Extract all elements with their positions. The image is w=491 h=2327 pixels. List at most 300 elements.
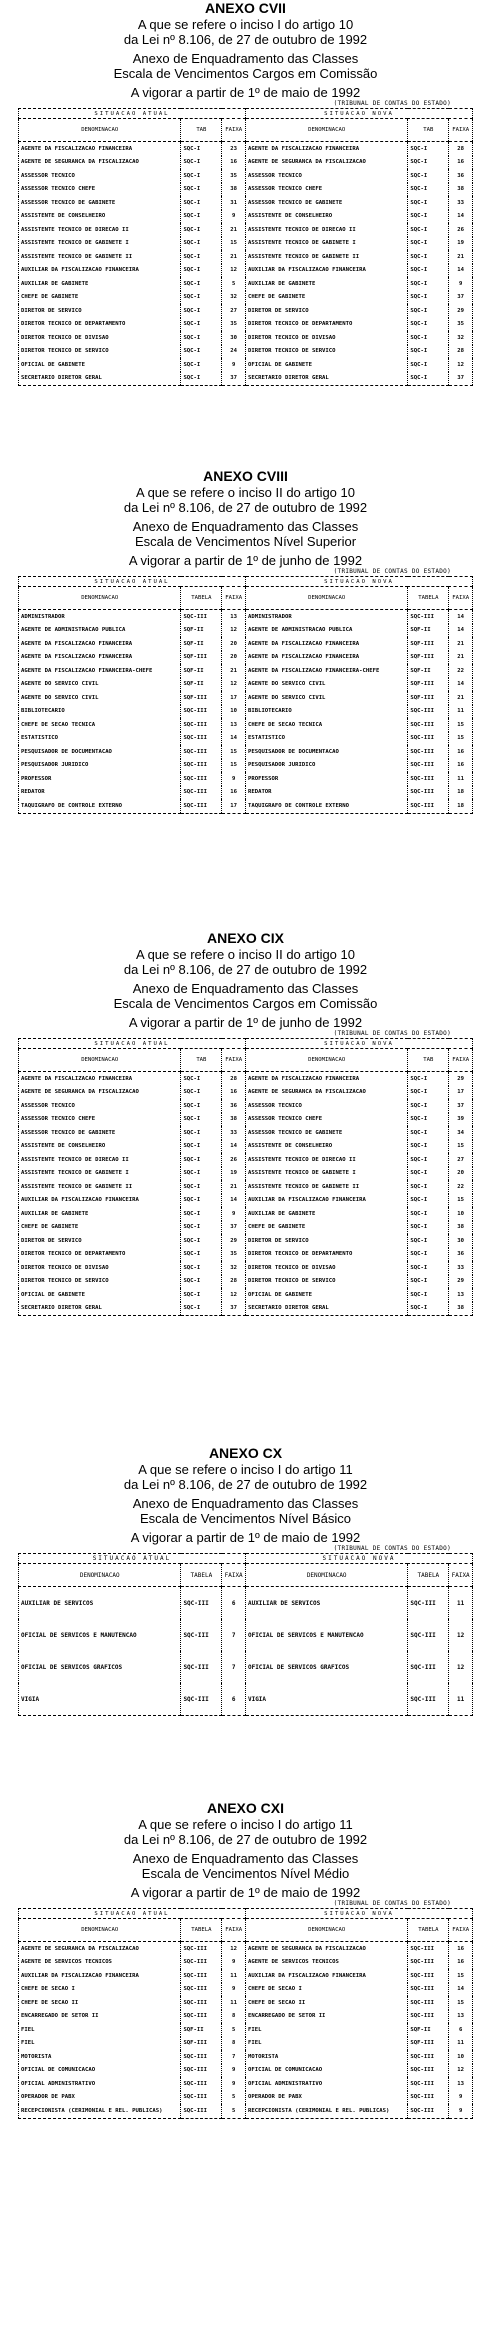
current-faixa-cell: 12 (222, 1942, 246, 1956)
table-row (19, 2023, 473, 2037)
new-faixa-cell: 12 (449, 1651, 473, 1683)
current-tabela-cell: SQC-I (181, 1275, 222, 1289)
table-row (19, 183, 473, 197)
new-situation-header: SITUACAO NOVA (245, 109, 472, 119)
current-faixa-cell: 23 (222, 142, 246, 156)
current-denominacao-cell: SECRETARIO DIRETOR GERAL (19, 372, 181, 386)
table-row (19, 1956, 473, 1970)
current-faixa-cell: 20 (222, 637, 246, 651)
new-faixa-cell: 34 (449, 1126, 473, 1140)
new-faixa-cell: 29 (449, 1072, 473, 1086)
new-tabela-cell: SQC-III (408, 772, 449, 786)
table-row (19, 2037, 473, 2051)
table-row (19, 345, 473, 359)
table-row (19, 786, 473, 800)
col-tabela: TABELA (181, 1919, 222, 1942)
new-denominacao-cell: DIRETOR TECNICO DE SERVICO (245, 345, 407, 359)
new-tabela-cell: SQC-I (408, 156, 449, 170)
current-tabela-cell: SQF-II (181, 678, 222, 692)
new-denominacao-cell: AUXILIAR DA FISCALIZACAO FINANCEIRA (245, 1969, 407, 1983)
new-faixa-cell: 12 (449, 2064, 473, 2078)
new-denominacao-cell: ASSESSOR TECNICO (245, 1099, 407, 1113)
new-faixa-cell: 13 (449, 2077, 473, 2091)
new-tabela-cell: SQC-III (408, 1619, 449, 1651)
current-faixa-cell: 17 (222, 691, 246, 705)
current-tabela-cell: SQC-I (181, 250, 222, 264)
new-tabela-cell: SQC-III (408, 1587, 449, 1620)
new-faixa-cell: 21 (449, 250, 473, 264)
new-faixa-cell: 22 (449, 664, 473, 678)
new-faixa-cell: 27 (449, 1153, 473, 1167)
current-tabela-cell: SQC-I (181, 1126, 222, 1140)
new-tabela-cell: SQC-III (408, 2064, 449, 2078)
new-tabela-cell: SQC-I (408, 210, 449, 224)
new-denominacao-cell: DIRETOR DE SERVICO (245, 1234, 407, 1248)
current-tabela-cell: SQC-III (181, 1996, 222, 2010)
table-row (19, 705, 473, 719)
current-denominacao-cell: OFICIAL DE COMUNICACAO (19, 2064, 181, 2078)
current-tabela-cell: SQC-I (181, 169, 222, 183)
current-tabela-cell: SQC-III (181, 610, 222, 624)
new-denominacao-cell: AGENTE DA FISCALIZACAO FINANCEIRA (245, 1072, 407, 1086)
current-denominacao-cell: AGENTE DA FISCALIZACAO FINANCEIRA (19, 651, 181, 665)
current-denominacao-cell: VIGIA (19, 1683, 181, 1716)
current-tabela-cell: SQC-I (181, 331, 222, 345)
annex-section (0, 1445, 491, 1716)
current-denominacao-cell: OFICIAL DE GABINETE (19, 358, 181, 372)
new-tabela-cell: SQF-II (408, 624, 449, 638)
new-faixa-cell: 18 (449, 799, 473, 813)
new-denominacao-cell: AGENTE DO SERVICO CIVIL (245, 678, 407, 692)
current-faixa-cell: 10 (222, 705, 246, 719)
new-denominacao-cell: ENCARREGADO DE SETOR II (245, 2010, 407, 2024)
current-denominacao-cell: AGENTE DO SERVICO CIVIL (19, 678, 181, 692)
new-faixa-cell: 11 (449, 1587, 473, 1620)
annex-header (0, 930, 491, 1030)
new-denominacao-cell: AGENTE DE ADMINISTRACAO PUBLICA (245, 624, 407, 638)
new-denominacao-cell: PROFESSOR (245, 772, 407, 786)
new-denominacao-cell: SECRETARIO DIRETOR GERAL (245, 1302, 407, 1316)
new-tabela-cell: SQC-I (408, 345, 449, 359)
col-denominacao: DENOMINACAO (245, 1049, 407, 1072)
col-tabela: TABELA (408, 1564, 449, 1587)
new-denominacao-cell: ASSISTENTE TECNICO DE DIRECAO II (245, 1153, 407, 1167)
table-row (19, 1207, 473, 1221)
current-faixa-cell: 7 (222, 1651, 246, 1683)
new-denominacao-cell: AGENTE DO SERVICO CIVIL (245, 691, 407, 705)
current-denominacao-cell: ASSISTENTE TECNICO DE GABINETE I (19, 1167, 181, 1181)
current-tabela-cell: SQC-I (181, 1099, 222, 1113)
current-tabela-cell: SQC-I (181, 1167, 222, 1181)
current-faixa-cell: 5 (222, 2091, 246, 2105)
enquadramento-table (18, 108, 473, 386)
new-denominacao-cell: ASSISTENTE TECNICO DE GABINETE I (245, 237, 407, 251)
table-row (19, 1942, 473, 1956)
court-label: (TRIBUNAL DE CONTAS DO ESTADO) (333, 100, 451, 107)
table-row (19, 1651, 473, 1683)
new-tabela-cell: SQC-III (408, 1651, 449, 1683)
current-faixa-cell: 5 (222, 277, 246, 291)
current-faixa-cell: 21 (222, 1180, 246, 1194)
new-denominacao-cell: DIRETOR TECNICO DE DEPARTAMENTO (245, 1248, 407, 1262)
table-row (19, 1099, 473, 1113)
current-faixa-cell: 29 (222, 1234, 246, 1248)
current-denominacao-cell: DIRETOR TECNICO DE SERVICO (19, 345, 181, 359)
current-denominacao-cell: DIRETOR DE SERVICO (19, 304, 181, 318)
new-tabela-cell: SQC-I (408, 372, 449, 386)
current-tabela-cell: SQC-III (181, 2064, 222, 2078)
new-denominacao-cell: ASSISTENTE DE CONSELHEIRO (245, 1140, 407, 1154)
court-label: (TRIBUNAL DE CONTAS DO ESTADO) (333, 1030, 451, 1037)
new-faixa-cell: 15 (449, 1194, 473, 1208)
table-row (19, 223, 473, 237)
new-tabela-cell: SQC-III (408, 732, 449, 746)
new-faixa-cell: 26 (449, 223, 473, 237)
annex-section (0, 468, 491, 814)
current-tabela-cell: SQF-III (181, 2037, 222, 2051)
table-row (19, 651, 473, 665)
new-faixa-cell: 19 (449, 237, 473, 251)
current-denominacao-cell: AUXILIAR DA FISCALIZACAO FINANCEIRA (19, 1969, 181, 1983)
new-denominacao-cell: CHEFE DE SECAO I (245, 1983, 407, 1997)
new-tabela-cell: SQC-I (408, 291, 449, 305)
current-faixa-cell: 9 (222, 772, 246, 786)
table-row (19, 277, 473, 291)
annex-reference-line: A que se refere o inciso I do artigo 11 (138, 1462, 353, 1477)
new-faixa-cell: 10 (449, 2050, 473, 2064)
table-row (19, 142, 473, 156)
new-faixa-cell: 33 (449, 196, 473, 210)
current-tabela-cell: SQC-I (181, 183, 222, 197)
new-faixa-cell: 21 (449, 637, 473, 651)
current-faixa-cell: 35 (222, 318, 246, 332)
new-faixa-cell: 16 (449, 759, 473, 773)
annex-title: ANEXO CVII (205, 0, 286, 16)
current-denominacao-cell: AGENTE DA FISCALIZACAO FINANCEIRA (19, 1072, 181, 1086)
new-denominacao-cell: AUXILIAR DA FISCALIZACAO FINANCEIRA (245, 264, 407, 278)
table-row (19, 2104, 473, 2118)
col-denominacao: DENOMINACAO (245, 1919, 407, 1942)
enquadramento-table (18, 1553, 473, 1716)
current-faixa-cell: 9 (222, 358, 246, 372)
new-tabela-cell: SQC-I (408, 1180, 449, 1194)
table-row (19, 304, 473, 318)
current-tabela-cell: SQC-I (181, 264, 222, 278)
table-row (19, 1275, 473, 1289)
current-tabela-cell: SQC-III (181, 786, 222, 800)
table-row (19, 2010, 473, 2024)
current-denominacao-cell: ASSISTENTE DE CONSELHEIRO (19, 210, 181, 224)
col-denominacao: DENOMINACAO (19, 1049, 181, 1072)
new-faixa-cell: 15 (449, 718, 473, 732)
current-denominacao-cell: AGENTE DE SEGURANCA DA FISCALIZACAO (19, 156, 181, 170)
current-tabela-cell: SQC-III (181, 2091, 222, 2105)
current-denominacao-cell: CHEFE DE SECAO TECNICA (19, 718, 181, 732)
current-faixa-cell: 6 (222, 1683, 246, 1716)
table-row (19, 1288, 473, 1302)
current-faixa-cell: 15 (222, 745, 246, 759)
new-denominacao-cell: OPERADOR DE PABX (245, 2091, 407, 2105)
col-faixa: FAIXA (449, 587, 473, 610)
current-faixa-cell: 13 (222, 610, 246, 624)
new-situation-header: SITUACAO NOVA (245, 1554, 472, 1564)
annex-scale-line: Escala de Vencimentos Cargos em Comissão (113, 66, 378, 81)
annex-scale-line: Escala de Vencimentos Nível Superior (134, 534, 357, 549)
new-situation-header: SITUACAO NOVA (245, 1039, 472, 1049)
new-tabela-cell: SQC-III (408, 2091, 449, 2105)
current-denominacao-cell: AGENTE DA FISCALIZACAO FINANCEIRA (19, 142, 181, 156)
new-denominacao-cell: ESTATISTICO (245, 732, 407, 746)
current-denominacao-cell: PESQUISADOR DE DOCUMENTACAO (19, 745, 181, 759)
current-faixa-cell: 15 (222, 759, 246, 773)
new-denominacao-cell: ASSISTENTE TECNICO DE GABINETE II (245, 1180, 407, 1194)
col-faixa: FAIXA (449, 1049, 473, 1072)
annex-section (0, 930, 491, 1316)
current-tabela-cell: SQC-I (181, 291, 222, 305)
new-faixa-cell: 17 (449, 1086, 473, 1100)
current-denominacao-cell: DIRETOR TECNICO DE DIVISAO (19, 331, 181, 345)
current-denominacao-cell: DIRETOR TECNICO DE DEPARTAMENTO (19, 1248, 181, 1262)
current-situation-header: SITUACAO ATUAL (19, 1039, 246, 1049)
current-tabela-cell: SQC-III (181, 759, 222, 773)
new-denominacao-cell: ASSESSOR TECNICO CHEFE (245, 183, 407, 197)
current-faixa-cell: 36 (222, 1099, 246, 1113)
annex-validity: A vigorar a partir de 1º de maio de 1992 (130, 1530, 361, 1545)
new-tabela-cell: SQC-I (408, 183, 449, 197)
annex-header (0, 0, 491, 100)
annex-law-line: da Lei nº 8.106, de 27 de outubro de 1992 (123, 500, 368, 515)
current-denominacao-cell: AUXILIAR DA FISCALIZACAO FINANCEIRA (19, 264, 181, 278)
table-row (19, 772, 473, 786)
table-row (19, 1248, 473, 1262)
current-faixa-cell: 9 (222, 2077, 246, 2091)
current-situation-header: SITUACAO ATUAL (19, 1909, 246, 1919)
current-denominacao-cell: DIRETOR TECNICO DE DIVISAO (19, 1261, 181, 1275)
current-tabela-cell: SQF-III (181, 651, 222, 665)
new-denominacao-cell: AUXILIAR DE GABINETE (245, 277, 407, 291)
new-faixa-cell: 14 (449, 610, 473, 624)
current-denominacao-cell: ASSESSOR TECNICO DE GABINETE (19, 196, 181, 210)
new-tabela-cell: SQF-III (408, 2037, 449, 2051)
new-faixa-cell: 9 (449, 277, 473, 291)
table-row (19, 291, 473, 305)
current-denominacao-cell: ASSISTENTE DE CONSELHEIRO (19, 1140, 181, 1154)
new-faixa-cell: 14 (449, 264, 473, 278)
new-faixa-cell: 15 (449, 1996, 473, 2010)
current-denominacao-cell: AUXILIAR DE GABINETE (19, 1207, 181, 1221)
enquadramento-table (18, 1908, 473, 2119)
col-tabela: TAB (408, 119, 449, 142)
new-denominacao-cell: ASSESSOR TECNICO DE GABINETE (245, 196, 407, 210)
current-denominacao-cell: OFICIAL ADMINISTRATIVO (19, 2077, 181, 2091)
court-label: (TRIBUNAL DE CONTAS DO ESTADO) (333, 568, 451, 575)
table-row (19, 1153, 473, 1167)
table-row (19, 718, 473, 732)
current-tabela-cell: SQC-III (181, 1942, 222, 1956)
new-denominacao-cell: AGENTE DE SEGURANCA DA FISCALIZACAO (245, 1942, 407, 1956)
new-faixa-cell: 16 (449, 745, 473, 759)
current-faixa-cell: 37 (222, 1221, 246, 1235)
current-tabela-cell: SQC-I (181, 1288, 222, 1302)
new-faixa-cell: 15 (449, 1140, 473, 1154)
table-row (19, 691, 473, 705)
new-denominacao-cell: ASSISTENTE TECNICO DE GABINETE I (245, 1167, 407, 1181)
current-tabela-cell: SQC-III (181, 1956, 222, 1970)
current-denominacao-cell: AGENTE DE ADMINISTRACAO PUBLICA (19, 624, 181, 638)
current-tabela-cell: SQC-I (181, 1261, 222, 1275)
current-tabela-cell: SQC-III (181, 2050, 222, 2064)
current-faixa-cell: 24 (222, 345, 246, 359)
table-row (19, 1619, 473, 1651)
new-denominacao-cell: PESQUISADOR JURIDICO (245, 759, 407, 773)
col-faixa: FAIXA (222, 119, 246, 142)
annex-validity: A vigorar a partir de 1º de maio de 1992 (130, 85, 361, 100)
new-denominacao-cell: AGENTE DE SERVICOS TECNICOS (245, 1956, 407, 1970)
new-faixa-cell: 18 (449, 786, 473, 800)
current-faixa-cell: 32 (222, 1261, 246, 1275)
current-faixa-cell: 21 (222, 250, 246, 264)
current-denominacao-cell: PROFESSOR (19, 772, 181, 786)
col-denominacao: DENOMINACAO (19, 119, 181, 142)
new-tabela-cell: SQC-III (408, 1942, 449, 1956)
table-row (19, 1969, 473, 1983)
current-situation-header: SITUACAO ATUAL (19, 577, 246, 587)
current-tabela-cell: SQF-II (181, 2023, 222, 2037)
current-faixa-cell: 9 (222, 2064, 246, 2078)
table-row (19, 610, 473, 624)
annex-scale-line: Escala de Vencimentos Cargos em Comissão (113, 996, 378, 1011)
current-faixa-cell: 12 (222, 264, 246, 278)
table-row (19, 745, 473, 759)
col-faixa: FAIXA (449, 1564, 473, 1587)
new-faixa-cell: 13 (449, 1288, 473, 1302)
current-denominacao-cell: ESTATISTICO (19, 732, 181, 746)
new-denominacao-cell: REDATOR (245, 786, 407, 800)
new-faixa-cell: 38 (449, 183, 473, 197)
new-denominacao-cell: SECRETARIO DIRETOR GERAL (245, 372, 407, 386)
current-faixa-cell: 14 (222, 732, 246, 746)
annex-subject-line: Anexo de Enquadramento das Classes (132, 519, 359, 534)
annex-validity: A vigorar a partir de 1º de junho de 1992 (128, 553, 363, 568)
current-faixa-cell: 28 (222, 1072, 246, 1086)
current-denominacao-cell: ASSISTENTE TECNICO DE GABINETE II (19, 250, 181, 264)
new-faixa-cell: 12 (449, 358, 473, 372)
new-tabela-cell: SQC-I (408, 196, 449, 210)
table-row (19, 1167, 473, 1181)
col-denominacao: DENOMINACAO (19, 1919, 181, 1942)
new-faixa-cell: 13 (449, 2010, 473, 2024)
new-denominacao-cell: FIEL (245, 2023, 407, 2037)
current-denominacao-cell: ASSESSOR TECNICO CHEFE (19, 1113, 181, 1127)
annex-subject-line: Anexo de Enquadramento das Classes (132, 51, 359, 66)
current-tabela-cell: SQC-I (181, 358, 222, 372)
court-label: (TRIBUNAL DE CONTAS DO ESTADO) (333, 1900, 451, 1907)
current-faixa-cell: 35 (222, 1248, 246, 1262)
new-faixa-cell: 39 (449, 1113, 473, 1127)
table-row (19, 2064, 473, 2078)
col-tabela: TABELA (408, 1919, 449, 1942)
new-denominacao-cell: ASSISTENTE DE CONSELHEIRO (245, 210, 407, 224)
new-tabela-cell: SQC-III (408, 2050, 449, 2064)
new-denominacao-cell: ADMINISTRADOR (245, 610, 407, 624)
current-denominacao-cell: OFICIAL DE GABINETE (19, 1288, 181, 1302)
new-denominacao-cell: AGENTE DA FISCALIZACAO FINANCEIRA (245, 142, 407, 156)
new-faixa-cell: 21 (449, 651, 473, 665)
current-denominacao-cell: ASSISTENTE TECNICO DE DIRECAO II (19, 1153, 181, 1167)
current-tabela-cell: SQC-I (181, 237, 222, 251)
current-tabela-cell: SQC-III (181, 1969, 222, 1983)
current-denominacao-cell: SECRETARIO DIRETOR GERAL (19, 1302, 181, 1316)
new-faixa-cell: 36 (449, 169, 473, 183)
new-tabela-cell: SQC-III (408, 2104, 449, 2118)
new-tabela-cell: SQC-I (408, 1207, 449, 1221)
current-tabela-cell: SQC-III (181, 772, 222, 786)
new-faixa-cell: 11 (449, 2037, 473, 2051)
current-faixa-cell: 35 (222, 169, 246, 183)
new-faixa-cell: 14 (449, 678, 473, 692)
current-denominacao-cell: AGENTE DE SEGURANCA DA FISCALIZACAO (19, 1942, 181, 1956)
current-denominacao-cell: AGENTE DE SEGURANCA DA FISCALIZACAO (19, 1086, 181, 1100)
table-row (19, 799, 473, 813)
current-faixa-cell: 38 (222, 1113, 246, 1127)
new-tabela-cell: SQC-I (408, 142, 449, 156)
new-tabela-cell: SQF-II (408, 664, 449, 678)
annex-law-line: da Lei nº 8.106, de 27 de outubro de 1992 (123, 32, 368, 47)
annex-section (0, 1800, 491, 2119)
new-denominacao-cell: PESQUISADOR DE DOCUMENTACAO (245, 745, 407, 759)
col-faixa: FAIXA (449, 119, 473, 142)
current-faixa-cell: 20 (222, 651, 246, 665)
new-tabela-cell: SQC-III (408, 759, 449, 773)
current-tabela-cell: SQC-I (181, 1194, 222, 1208)
table-row (19, 358, 473, 372)
current-denominacao-cell: CHEFE DE GABINETE (19, 1221, 181, 1235)
new-denominacao-cell: CHEFE DE GABINETE (245, 291, 407, 305)
current-tabela-cell: SQC-I (181, 1221, 222, 1235)
new-tabela-cell: SQC-III (408, 2077, 449, 2091)
current-situation-header: SITUACAO ATUAL (19, 109, 246, 119)
current-faixa-cell: 37 (222, 372, 246, 386)
current-denominacao-cell: BIBLIOTECARIO (19, 705, 181, 719)
annex-subject-line: Anexo de Enquadramento das Classes (132, 1851, 359, 1866)
current-tabela-cell: SQC-III (181, 718, 222, 732)
enquadramento-table (18, 576, 473, 814)
current-denominacao-cell: CHEFE DE SECAO II (19, 1996, 181, 2010)
new-denominacao-cell: FIEL (245, 2037, 407, 2051)
new-tabela-cell: SQC-I (408, 358, 449, 372)
current-faixa-cell: 15 (222, 237, 246, 251)
new-faixa-cell: 14 (449, 624, 473, 638)
new-faixa-cell: 14 (449, 1983, 473, 1997)
table-row (19, 318, 473, 332)
new-faixa-cell: 9 (449, 2104, 473, 2118)
col-faixa: FAIXA (222, 1564, 246, 1587)
annex-header (0, 1445, 491, 1545)
new-tabela-cell: SQC-I (408, 1234, 449, 1248)
new-tabela-cell: SQC-I (408, 277, 449, 291)
new-denominacao-cell: VIGIA (245, 1683, 407, 1716)
current-faixa-cell: 30 (222, 331, 246, 345)
col-tabela: TABELA (181, 587, 222, 610)
current-denominacao-cell: DIRETOR DE SERVICO (19, 1234, 181, 1248)
current-denominacao-cell: ASSISTENTE TECNICO DE GABINETE II (19, 1180, 181, 1194)
new-faixa-cell: 10 (449, 1207, 473, 1221)
new-tabela-cell: SQC-III (408, 1983, 449, 1997)
current-tabela-cell: SQC-III (181, 732, 222, 746)
new-denominacao-cell: AGENTE DE SEGURANCA DA FISCALIZACAO (245, 1086, 407, 1100)
current-faixa-cell: 5 (222, 2104, 246, 2118)
new-denominacao-cell: AGENTE DA FISCALIZACAO FINANCEIRA-CHEFE (245, 664, 407, 678)
